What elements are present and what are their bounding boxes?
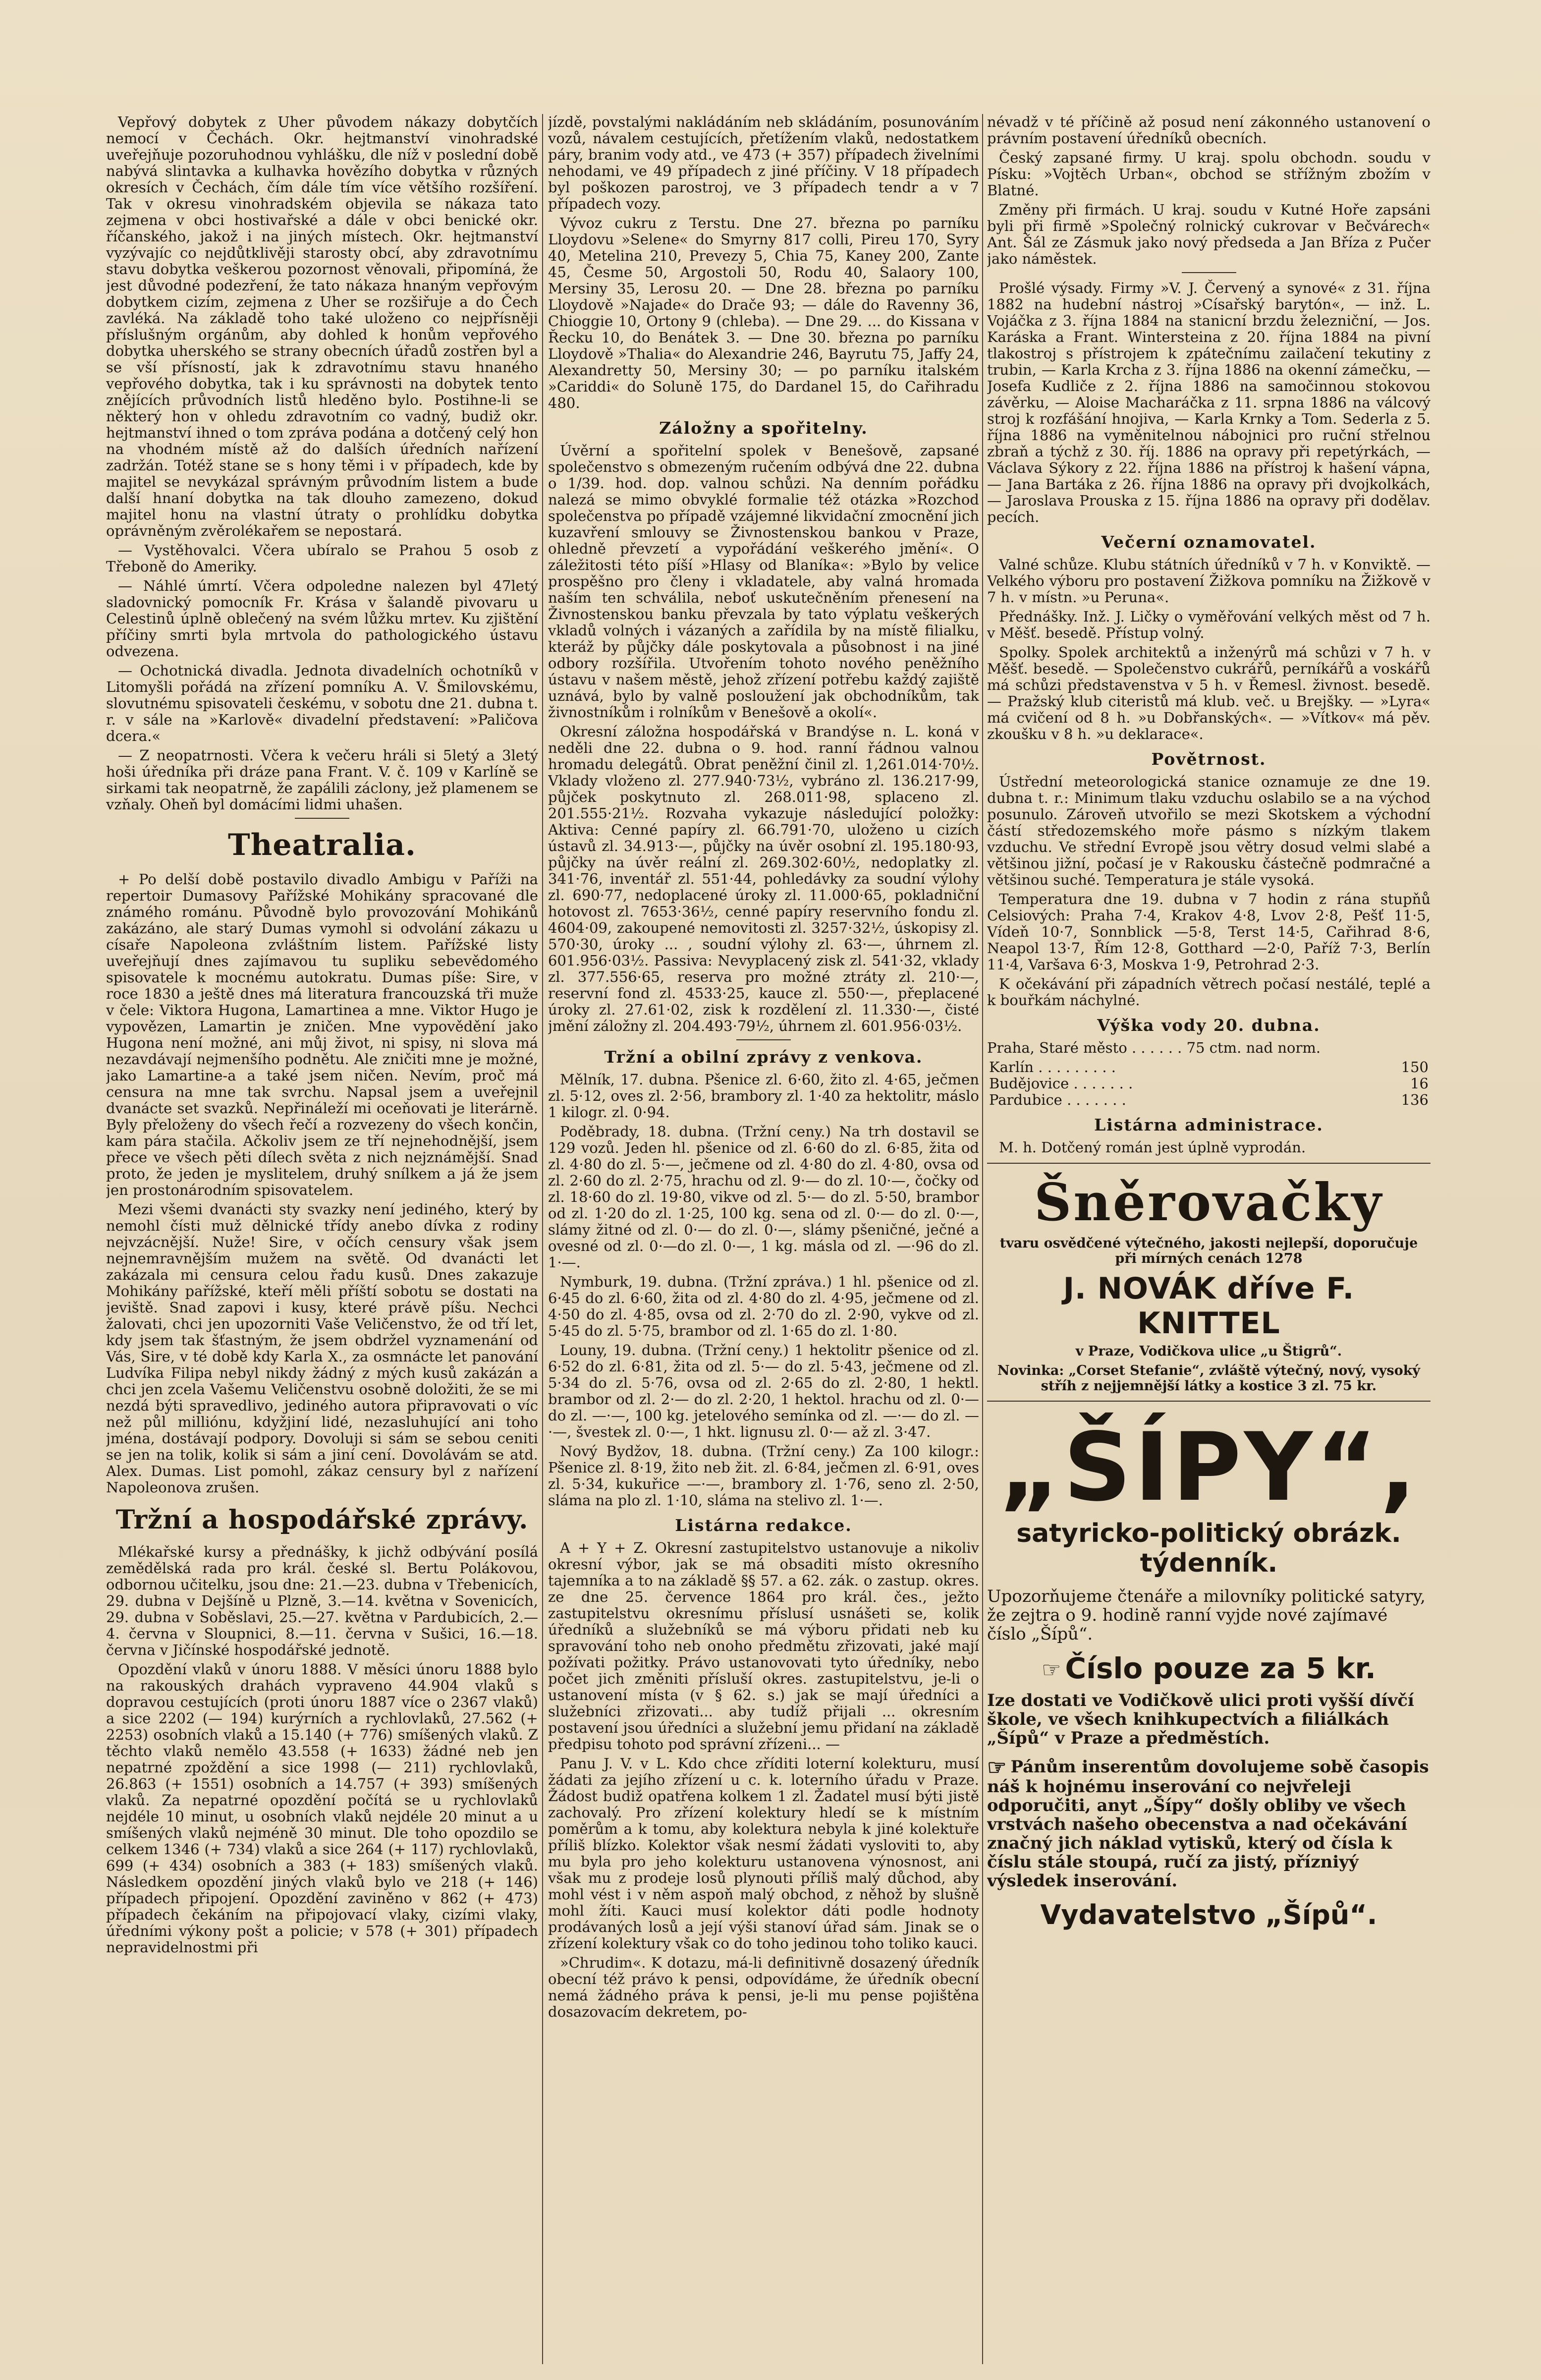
advert-sipy-price (987, 1651, 1431, 1685)
column-rule (982, 114, 983, 2364)
advert-firm: J. NOVÁK dříve F. KNITTEL (1063, 1271, 1355, 1341)
advert-sipy-text: Upozorňujeme čtenáře a milovníky politické satyry, že zejtra o 9. hodině ranní vyjde nové zajímavé číslo „Šípů“. (987, 1587, 1426, 1644)
market-nymburk: Nymburk, 19. dubna. (Tržní zpráva.) 1 hl. pšenice od zl. 6·45 do zl. 6·60, žita od zl. 4·80 do zl. 4·95, ječmene od zl. 4·50 do zl. 4·85, ovsa od zl. 2·70 do zl. 2·90, vykve od zl. 5·45 do zl. 5·75, brambor od zl. 1·65 do zl. 1·80. (548, 1273, 979, 1339)
advert-sipy-price-text: Číslo pouze za 5 kr. (1065, 1651, 1376, 1685)
water-row (987, 1076, 1431, 1092)
evening-meetings: Valné schůze. Klubu státních úředníků v 7 h. v Konviktě. — Velkého výboru pro postavení Žižkova pomníku na Žižkově v 7 h. v místn. »u Peruna«. (987, 556, 1431, 606)
article-expired-patents: Prošlé výsady. Firmy »V. J. Červený a synové« z 31. října 1882 na hudební nástroj »Císařský barytón«, — inž. L. Vojáčka z 3. října 1884 na stanicní brzdu železniční, — Jos. Karáska a Frant. Wintersteina z 20. října 1884 na pivní tlakostroj s přístrojem k zpátečnímu zailačení tekutiny z trubin, — Karla Krcha z 3. října 1886 na okenní zámečku, — Josefa Kudliče z 2. října 1886 na samočinnou stokovou závěrku, — Aloise Macharáčka z 11. srpna 1886 na válcový stroj k rozfášání hnojiva, — Karla Krnky a Tom. Sederla z 5. října 1886 na vyměnitelnou nábojnici pro ruční střelnou zbraň a týchž z 30. říj. 1886 na opravy při repetýrkách, — Václava Sýkory z 22. října 1886 na přístroj k hašení vápna, — Jana Bartáka z 26. října 1886 na opravy při dvojkolkách, — Jaroslava Prouska z 15. října 1886 na opravy při dodělav. pecích. (987, 280, 1431, 525)
water-row (987, 1059, 1431, 1076)
water-row (987, 1092, 1431, 1108)
section-heading-letters: Listárna redakce. (675, 1516, 852, 1535)
section-heading-savings: Záložny a spořitelny. (659, 418, 868, 438)
article-pork-disease: Vepřový dobytek z Uher původem nákazy dobytčích nemocí v Čechách. Okr. hejtmanství vinohradské uveřejňuje pozoruhodnou vyhlášku, dle níž v poslední době nabývá slintavka a kulhavka hovězího dobytka v různých okresích v Čechách, čím dále tím více většího rozšíření. Tak v okresu vinohradském objevila se nákaza tato zejmena v obci hostivařské a dále v obci benické okr. říčanského, jakož i na jiných místech. Okr. hejtmanství vyzývajíc co nejdůtklivěji starosty obcí, aby zdravotnímu stavu dobytka veškerou pozornost věnovali, připomíná, že jest důvodné podezření, že tato nákaza hnaným vepřovým dobytkem cizím, zejmena z Uher se rozšiřuje a do Čech zavléká. Na základě toho také uloženo co nejpřísněji příslušným orgánům, aby dohled k honům vepřového dobytka uherského se strany obecních úřadů zostřen byl a se vší přísností, jak k zdravotnímu stavu hnaného vepřového dobytka, tak i ku správnosti na dobytek tento znějících průvodních listů hleděno bylo. Postihne-li se některý hon v ohledu zdravotním co vadný, budiž okr. hejtmanství ihned o tom zpráva podána a dotčený celý hon na vhodném místě až do dalších úředních nařízení zadržán. Totéž stane se s hony těmi i v případech, kde by majitel se nevykázal správným průvodním listem a bude další hnaní dobytka na tak dlouho zamezeno, dokud majitel honu na vlastní útraty o prohlídku dobytka oprávněným zvěrolékařem se nepostará. (106, 114, 538, 539)
article-dumas: + Po delší době postavilo divadlo Ambigu v Paříži na repertoir Dumasovy Pařížské Mohikány spracované dle známého románu. Původně bylo provozování Mohikánů zakázáno, ale starý Dumas vymohl si odvolání zákazu u císaře Napoleona zvláštním listem. Pařížské listy uveřejňují dnes zajímavou tu supliku sebevědomého spisovatele k mocnému autokratu. Dumas píše: Sire, v roce 1830 a ještě dnes má literatura francouzská tři muže v čele: Viktora Hugona, Lamartinea a mne. Viktor Hugo je vypovězen, Lamartin je zničen. Mne vypovědění jako Hugona není možné, ani můj život, ni spisy, ni slova má nezavdávají nejmenšího podnětu. Ale zničiti mne je možné, jako Lamartine-a a také jsem ničen. Nevím, proč má censura na mne tak svrchu. Napsal jsem a uveřejnil dvanácte set svazků. Nepřináleží mi oceňovati je literárně. Byly přeloženy do všech řečí a rozvezeny do všech končin, kam pára stačila. Ačkoliv jsem ze tří nejnehodnější, jsem přece ve všech pěti dílech světa z nich nejznámější. Snad proto, že jeden je myslitelem, druhý snílkem a já že jsem jen prostonárodním spisovatelem. (106, 871, 538, 1198)
advert-sipy (987, 1401, 1431, 1930)
water-place: Karlín . . . . . . . . . (989, 1059, 1116, 1076)
article-amateur-theatre: — Ochotnická divadla. Jednota divadelních ochotníků v Litomyšli pořádá na zřízení pomníku A. V. Šmilovskému, slovutnému spisovateli českému, v sobotu dne 21. dubna t. r. v sále na »Karlově« divadelní představení: »Paličova dcera.« (106, 662, 538, 744)
article-dairy-courses: Mlékařské kursy a přednášky, k jichž odbývání posílá zemědělská rada pro král. české sl. Bertu Polákovou, odbornou učitelku, jsou dne: 21.—23. dubna v Třebenicích, 29. dubna v Dejšíně u Plzně, 3.—14. května v Sovenicích, 29. dubna v Soběslavi, 25.—27. května v Pardubicích, 2.—4. června v Sloupnici, 8.—11. června v Sušici, 16.—18. června v Jičínské hospodářské jednotě. (106, 1543, 538, 1658)
advert-novelty: Novinka: „Corset Stefanie“, zvláště výtečný, nový, vysoký stříh z nejjemnější látky a kostice 3 zl. 75 kr. (997, 1363, 1421, 1394)
pointing-hand-icon: ☞ (987, 1755, 1007, 1780)
admin-note: M. h. Dotčený román jest úplně vyprodán. (999, 1139, 1306, 1156)
article-benesov-credit: Úvěrní a spořitelní spolek v Benešově, zapsané společenstvo s obmezeným ručením odbývá dne 22. dubna o 1/39. hod. dop. valnou schůzi. Na denním pořádku nalezá se mimo obvyklé formalie též otázka »Rozchod společenstva po případě vzájemné likvidační zmocnění jich kuzavření smlouvy se Živnostenskou bankou v Praze, ohledně převzetí a vypořádání veškerého jmění«. O záležitosti této píší »Hlasy od Blaníka«: »Bylo by velice prospěšno pro členy i vkladatele, aby valná hromada naším ten schválila, neboť uskutečněním přenesení na Živnostenskou banku převzala by tato výplatu veškerých vkladů volných i vázaných a zařídila by na místě filialku, kteráž by půjčky dále poskytovala a působnost i na jiné odbory rozšířila. Utvořením tohoto nového peněžního ústavu v našem městě, jehož zřízení potřebu každý zajiště uznává, bylo by valně posloužení jak obchodníkům, tak živnostníkům i rolníkům v Benešově a okolí«. (548, 442, 979, 721)
article-dumas-cont: Mezi všemi dvanácti sty svazky není jediného, který by nemohl čísti muž dělnické třídy anebo dívka z rodiny nejvzácnější. Nuže! Sire, v očích censury však jsem nejnemravnějším mužem na světě. Od dvanácti let zakázala mi censura celou řadu kusů. Dnes zakazuje Mohikány pařížské, kteří měli příští sobotu se dostati na jeviště. Snad zapovi i kusy, které právě píšu. Nechci žalovati, chci jen upozorniti Vaše Veličenstvo, že od tří let, kdy jsem tak šťastným, že jsem obdržel vyznamenání od Vás, Sire, v té době kdy Karla X., za osmnácte let panování Ludvíka Filipa nebyl nikdy žádný z mých kusů zakázán a chci jen zcela Vašemu Veličenstvu osobně doložiti, že se mi nezdá býti spravedlivo, jediného autora připravovati o víc než půl milliónu, kdyžjiní lidé, nezasluhující ani toho jména, dostávají podpory. Dovoluji si sám se sebou ceniti se jen na tolik, kolik si sám a jiní cení. Dovolávám se atd. Alex. Dumas. List pomohl, zákaz censury byl z nařízení Napoleonova zrušen. (106, 1201, 538, 1496)
article-sugar-export: Vývoz cukru z Terstu. Dne 27. března po parníku Lloydovu »Selene« do Smyrny 817 colli, Pireu 170, Syry 40, Metelina 210, Prevezy 5, Chia 75, Kaney 200, Zante 45, Česme 50, Argostoli 50, Rodu 40, Salaory 100, Mersiny 35, Lerosu 20. — Dne 28. března po parníku Lloydově »Najade« do Drače 93; — dále do Ravenny 36, Chioggie 10, Ortony 9 (chleba). — Dne 29. ... do Kissana v Řecku 10, do Benátek 3. — Dne 30. března po parníku Lloydově »Thalia« do Alexandrie 246, Bayrutu 75, Jaffy 24, Alexandretty 50, Mersiny 30; — po parníku italském »Cariddi« do Soluně 175, do Dardanel 15, do Cařihradu 480. (548, 215, 979, 411)
water-table (987, 1059, 1431, 1108)
section-heading-grain: Tržní a obilní zprávy z venkova. (604, 1047, 923, 1067)
separator (295, 818, 349, 819)
evening-clubs: Spolky. Spolek architektů a inženýrů má schůzi v 7 h. v Měšť. besedě. — Společenstvo cukrářů, perníkářů a voskářů má schůzi představenstva v 5 h. v Řemesl. živnost. besedě. — Pražský klub citeristů má klub. več. u Brejšky. — »Lyra« má cvičení od 8 h. »u Dobřanských«. — »Vítkov« má pěv. zkoušku v 8 h. »u deklarace«. (987, 644, 1431, 742)
water-place: Pardubice . . . . . . . (989, 1091, 1126, 1108)
weather-temperatures: Temperatura dne 19. dubna v 7 hodin z rána stupňů Celsiových: Praha 7·4, Krakov 4·8, Lvov 2·8, Pešť 11·5, Vídeň 10·7, Sonnblick —5·8, Terst 14·5, Cařihrad 8·6, Neapol 13·7, Řím 12·8, Gotthard —2·0, Paříž 7·3, Berlín 11·4, Varšava 6·3, Moskva 1·9, Petrohrad 2·3. (987, 891, 1431, 973)
article-emigrants: — Vystěhovalci. Včera ubíralo se Prahou 5 osob z Třeboně do Ameriky. (106, 542, 538, 575)
weather-report: Ústřední meteorologická stanice oznamuje ze dne 19. dubna t. r.: Minimum tlaku vzduchu oslabilo se a na východ posunulo. Zároveň utvořilo se mezi Skotskem a východní částí středozemského moře pásmo s nízkým tlakem vzduchu. Ve střední Evropě jsou větry dosud velmi slabé a většinou jižní, počasí je v Rakousku částečně podmračné a většinou suché. Temperatura je stále vysoká. (987, 773, 1431, 888)
market-novy-bydzov: Nový Bydžov, 18. dubna. (Tržní ceny.) Za 100 kilogr.: Pšenice zl. 8·19, žito neb žit. zl. 6·84, ječmen zl. 6·91, oves zl. 5·34, kukuřice —·—, brambory zl. 1·76, seno zl. 2·50, sláma na plo zl. 1·10, sláma na stelivo zl. 1·—. (548, 1443, 979, 1509)
water-value: 136 (1401, 1091, 1429, 1108)
letter-axyz: A + Y + Z. Okresní zastupitelstvo ustanovuje a nikoliv okresní výbor, jak se má obsaditi místo okresního tajemníka a to na základě §§ 57. a 62. zák. o zastup. okres. ze dne 25. července 1864 pro král. čes., ježto zastupitelstvu okresnímu příslusí usnášeti se, kolik úředníků a služebníků se má výboru přidati neb ku spravování toho neb onoho předmětu zřizovati, jaké mají požívati požitky. Právo ustanovovati tyto úředníky, nebo počet jich změniti přísluší okres. zastupitelstvu, je-li o ustanovení místa (v § 62. s.) jak se mají úředníci a služebníci zřizovati... aby tudíž přijali ... okresním postavení jsou úředníci a služební jemu přidaní na základě předpisu tohoto pod správní zřízeni... — (548, 1539, 979, 1753)
section-heading-water: Výška vody 20. dubna. (1097, 1016, 1321, 1035)
market-podebrady: Poděbrady, 18. dubna. (Tržní ceny.) Na trh dostavil se 129 vozů. Jeden hl. pšenice od zl. 6·60 do zl. 6·85, žita od zl. 4·80 do zl. 5·—, ječmene od zl. 4·80 do zl. 4·80, ovsa od zl. 2·60 do zl. 2·75, hrachu od zl. 9·— do zl. 10·—, čočky od zl. 18·60 do zl. 19·80, vikve od zl. 5·— do zl. 5·50, brambor od zl. 1·20 do zl. 1·25, 100 kg. sena od zl. 0·— do zl. 0·—, slámy žitné od zl. 0·— do zl. 0·—, slámy pšeničné, ječné a ovesné od zl. 0·—do zl. 0·—, 1 kg. másla od zl. —·96 do zl. 1·—. (548, 1123, 979, 1271)
pointing-hand-icon: ☞ (1042, 1657, 1061, 1683)
letter-chrudim-cont: névadž v té příčině až posud není zákonného ustanovení o právním postavení úředníků obecních. (987, 114, 1431, 147)
section-heading-evening: Večerní oznamovatel. (1101, 532, 1317, 552)
section-heading-market: Tržní a hospodářské zprávy. (115, 1505, 529, 1535)
section-heading-theatralia: Theatralia. (228, 828, 416, 862)
advert-address: v Praze, Vodičkova ulice „u Štigrů“. (1075, 1344, 1342, 1359)
article-sudden-death: — Náhlé úmrtí. Včera odpoledne nalezen byl 47letý sladovnický pomocník Fr. Krása v šalandě pivovaru u Celestinů úplně oblečený na svém lůžku mrtev. Ku zjištění příčiny smrti byla mrtvola do pathologického ústavu odvezena. (106, 577, 538, 660)
advert-sipy-signature: Vydavatelstvo „Šípů“. (1040, 1899, 1377, 1930)
separator (1182, 272, 1236, 273)
column-3 (987, 114, 1431, 2374)
column-2 (548, 114, 979, 2374)
section-heading-admin: Listárna administrace. (1094, 1115, 1323, 1134)
advert-sipy-title: „ŠÍPY“, (998, 1413, 1419, 1522)
column-rule (542, 114, 543, 2364)
article-train-delays-cont: jízdě, povstalými nakládáním neb skládáním, posunováním vozů, návalem cestujících, přetížením vlaků, nedostatkem páry, branim vody atd., ve 473 (+ 357) případech živelními nehodami, ve 49 případech z jiné příčiny. V 18 případech byl poškozen parostroj, ve 3 případech tendr a v 7 případech vozy. (548, 114, 979, 212)
article-firm-changes: Změny při firmách. U kraj. soudu v Kutné Hoře zapsáni byli při firmě »Společný rolnický cukrovar v Bečvárech« Ant. Šál ze Zásmuk jako nový předseda a Jan Bříza z Pučer jako náměstek. (987, 201, 1431, 267)
separator (736, 1039, 791, 1040)
letter-chrudim: »Chrudim«. K dotazu, má-li definitivně dosazený úředník obecní též právo k pensi, odpovídáme, že úředník obecní nemá žádného práva k pensi, je-li mu pense pojištěna dosazovacím dekretem, po- (548, 1954, 979, 2020)
market-melnik: Mělník, 17. dubna. Pšenice zl. 6·60, žito zl. 4·65, ječmen zl. 5·12, oves zl. 2·56, brambory zl. 1·40 za hektolitr, máslo 1 kilogr. zl. 0·94. (548, 1071, 979, 1121)
advert-sipy-inserts (987, 1757, 1431, 1890)
water-place: Budějovice . . . . . . . (989, 1075, 1133, 1092)
column-1 (106, 114, 538, 2374)
water-value: 16 (1410, 1075, 1429, 1092)
advert-text: tvaru osvědčené výtečného, jakosti nejlepší, doporučuje při mírných cenách 1278 (999, 1236, 1418, 1266)
water-header-row: Praha, Staré město . . . . . . 75 ctm. nad norm. (987, 1039, 1321, 1056)
advert-corsets (987, 1163, 1431, 1394)
advert-title: Šněrovačky (1034, 1172, 1383, 1233)
letter-jvl: Panu J. V. v L. Kdo chce zříditi loterní kolekturu, musí žádati za jejího zřízení u c. k. loterního úřadu v Praze. Žádost budiž opatřena kolkem 1 zl. Žadatel musí býti jistě zachovalý. Pro zřízení kolektury hledí se k místním poměrům a k tomu, aby kolektura nebyla k jiné kolektuře příliš blízko. Kolektor však nesmí žádati vysloviti to, aby mu byla pro jeho kolekturu ustanovena výnosnost, ani však mu z prodeje losů plynouti příliš malý důchod, aby mohl vést i v něm aspoň malý obchod, z něhož by slušně mohl žíti. Kauci musí kolektor dáti podle hodnoty prodávaných losů a její výši stanoví úřad sám. Jinak se o zřízení kolektury však co do toho jedinou toho toliko kauci. (548, 1755, 979, 1952)
weather-forecast: K očekávání při západních větrech počasí nestálé, teplé a k bouřkám náchylné. (987, 975, 1431, 1009)
section-heading-weather: Povětrnost. (1151, 749, 1266, 769)
water-value: 150 (1401, 1059, 1429, 1076)
article-brandys-bank: Okresní záložna hospodářská v Brandýse n. L. koná v neděli dne 22. dubna o 9. hod. ranní řádnou valnou hromadu delegátů. Obrat peněžní činil zl. 1,261.014·70½. Vklady vloženo zl. 277.940·73½, vybráno zl. 136.217·99, půjček poskytnuto zl. 268.011·98, splaceno zl. 201.555·21½. Rozvaha vykazuje následující položky: Aktiva: Cenné papíry zl. 66.791·70, uloženo u cizích ústavů zl. 34.913·—, půjčky na úvěr osobní zl. 195.180·93, půjčky na úvěr reální zl. 269.302·60½, nedoplatky zl. 341·76, inventář zl. 551·44, pohledávky za soudní výlohy zl. 690·77, nedoplacené úroky zl. 11.000·65, pokladniční hotovost zl. 7653·36½, cenné papíry reservního fondu zl. 4604·09, zakoupené nemovitosti zl. 3257·32½, úskopisy zl. 570·30, úroky ... , soudní výlohy zl. 63·—, úhrnem zl. 601.956·03½. Passiva: Nevyplacený zisk zl. 541·32, vklady zl. 377.556·65, reserva pro možné ztráty zl. 210·—, reservní fond zl. 4533·25, kauce zl. 550·—, přeplacené úroky zl. 27.61·02, zisk k rozdělení zl. 11.330·—, čisté jmění záložny zl. 204.493·79½, úhrnem zl. 601.956·03½. (548, 723, 979, 1034)
evening-lectures: Přednášky. Inž. J. Ličky o vyměřování velkých měst od 7 h. v Měšť. besedě. Přístup volný. (987, 608, 1431, 641)
article-firm-registered: Český zapsané firmy. U kraj. spolu obchodn. soudu v Písku: »Vojtěch Urban«, obchod se střížným zbožím v Blatné. (987, 149, 1431, 199)
article-train-delays: Opozdění vlaků v únoru 1888. V měsíci únoru 1888 bylo na rakouských drahách vypraveno 44.904 vlaků s dopravou cestujících (proti únoru 1887 více o 2367 vlaků) a sice 2202 (— 194) kurýrních a rychlovlaků, 27.562 (+ 2253) osobních vlaků a 15.140 (+ 776) smíšených vlaků. Z těchto vlaků nemělo 43.558 (+ 1633) žádné neb jen nepatrné zpoždění a sice 1998 (— 211) rychlovlaků, 26.863 (+ 1551) osobních a 14.757 (+ 393) smíšených vlaků. Za nepatrné opozdění počítá se u rychlovlaků nejdéle 10 minut, u osobních vlaků nejdéle 20 minut a u smíšených vlaků nejméně 30 minut. Dle toho opozdilo se celkem 1346 (+ 734) vlaků a sice 264 (+ 117) rychlovlaků, 699 (+ 434) osobních a 383 (+ 183) smíšených vlaků. Následkem opozdění jiných vlaků bylo ve 218 (+ 146) případech připojení. Opozdění zaviněno v 862 (+ 473) případech čekáním na připojovací vlaky, cizími vlaky, úředními výkony pošt a policie; v 578 (+ 301) případech nepravidelnostmi při (106, 1661, 538, 1956)
advert-sipy-where: Ize dostati ve Vodičkově ulici proti vyšší dívčí škole, ve všech knihkupectvích a filiálkách „Šípů“ v Praze a předměstích. (987, 1691, 1414, 1748)
market-louny: Louny, 19. dubna. (Tržní ceny.) 1 hektolitr pšenice od zl. 6·52 do zl. 6·81, žita od zl. 5·— do zl. 5·43, ječmene od zl. 5·34 do zl. 5·76, ovsa od zl. 2·65 do zl. 2·80, 1 hektl. brambor od zl. 2·— do zl. 2·20, 1 hektol. hrachu od zl. 0·— do zl. —·—, 100 kg. jetelového semínka od zl. —·— do zl. —·—, švestek zl. 0·—, 1 hkt. lignusu zl. 0·— až zl. 3·47. (548, 1342, 979, 1440)
advert-sipy-inserts-text: Pánům inserentům dovolujeme sobě časopis náš k hojnému inserování co nejvřeleji odporučiti, anyt „Šípy“ došly obliby ve všech vrstvách našeho obecenstva a nad očekávání značný jich náklad vytisků, který od čísla k číslu stále stoupá, ručí za jistý, přízniyý výsledek inserování. (987, 1757, 1429, 1891)
article-carelessness: — Z neopatrnosti. Včera k večeru hráli si 5letý a 3letý hoši úředníka při dráze pana Frant. V. č. 109 v Karlíně se sirkami tak neopatrně, že zapálili záclony, jež plamenem se vzňaly. Oheň byl domácími lidmi uhašen. (106, 747, 538, 813)
advert-sipy-subtitle: satyricko-politický obrázk. týdenník. (1016, 1519, 1401, 1578)
